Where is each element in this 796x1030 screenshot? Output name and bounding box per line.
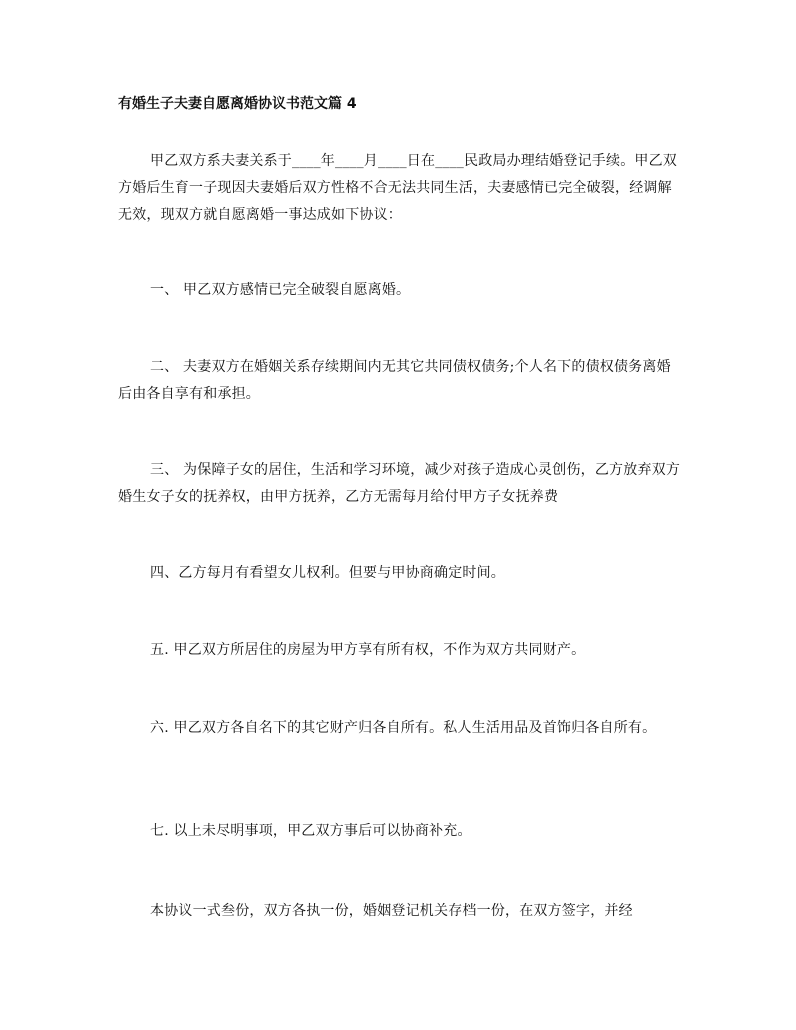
document-title: 有婚生子夫妻自愿离婚协议书范文篇 4 — [118, 96, 357, 112]
clause-6: 六. 甲乙双方各自名下的其它财产归各自所有。私人生活用品及首饰归各自所有。 — [150, 720, 657, 736]
clause-7: 七. 以上未尽明事项，甲乙双方事后可以协商补充。 — [150, 823, 472, 839]
closing-paragraph: 本协议一式叁份，双方各执一份，婚姻登记机关存档一份，在双方签字，并经 — [150, 903, 633, 919]
clause-5: 五. 甲乙双方所居住的房屋为甲方享有所有权，不作为双方共同财产。 — [150, 642, 586, 658]
clause-2: 二、 夫妻双方在婚姻关系存续期间内无其它共同债权债务;个人名下的债权债务离婚后由各自享有和承担。 — [118, 359, 671, 402]
clause-4: 四、乙方每月有看望女儿权利。但要与甲协商确定时间。 — [150, 565, 505, 581]
clause-3: 三、 为保障子女的居住，生活和学习环境，减少对孩子造成心灵创伤，乙方放弃双方婚生女子女的抚养权，由甲方抚养，乙方无需每月给付甲方子女抚养费 — [118, 462, 681, 505]
intro-paragraph: 甲乙双方系夫妻关系于____年____月____日在____民政局办理结婚登记手续。甲乙双方婚后生育一子现因夫妻婚后双方性格不合无法共同生活，夫妻感情已完全破裂，经调解无效，现双方就自愿离婚一事达成如下协议： — [118, 153, 677, 223]
clause-1: 一、 甲乙双方感情已完全破裂自愿离婚。 — [150, 282, 411, 298]
